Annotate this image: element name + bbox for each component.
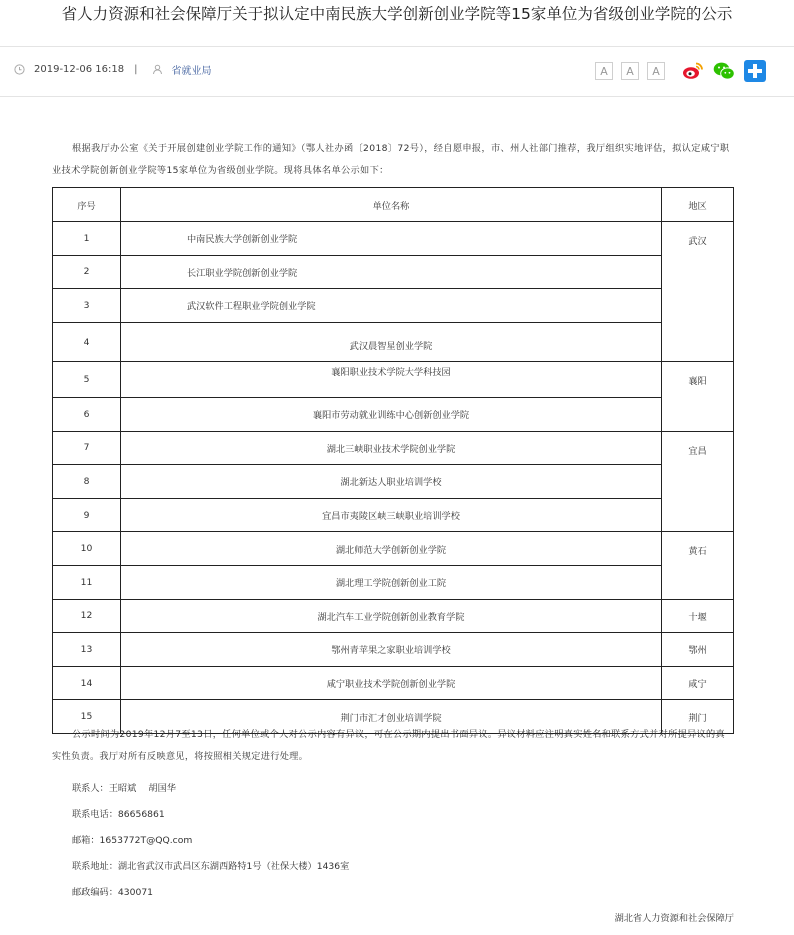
- wechat-icon[interactable]: [713, 60, 735, 82]
- contact-address: 联系地址：湖北省武汉市武昌区东湖西路特1号（社保大楼）1436室: [72, 861, 350, 872]
- source-link[interactable]: 省就业局: [171, 66, 212, 77]
- region-cell: 荆门: [662, 700, 734, 734]
- table-header-row: [53, 188, 734, 222]
- row-name: 中南民族大学创新创业学院: [121, 222, 662, 256]
- row-name: 长江职业学院创新创业学院: [121, 255, 662, 289]
- table-row: [53, 322, 734, 362]
- row-name: 襄阳市劳动就业训练中心创新创业学院: [121, 397, 662, 431]
- contact-postcode: 邮政编码：430071: [72, 887, 154, 898]
- region-cell: 鄂州: [662, 633, 734, 667]
- table-row: [53, 599, 734, 633]
- font-size-small-button[interactable]: A: [647, 62, 665, 80]
- row-index: 9: [53, 498, 121, 532]
- table-row: [53, 666, 734, 700]
- row-index: 1: [53, 222, 121, 256]
- contact-phone: 联系电话：86656861: [72, 809, 165, 820]
- contact-email: 邮箱：1653772T@QQ.com: [72, 835, 193, 846]
- header-name: 单位名称: [121, 188, 662, 222]
- article-meta: [14, 62, 212, 77]
- contact-person: 联系人：王昭斌 胡国华: [72, 783, 176, 794]
- meta-bar: [0, 46, 794, 97]
- row-index: 11: [53, 565, 121, 599]
- row-name: 荆门市汇才创业培训学院: [121, 700, 662, 734]
- intro-paragraph: 根据我厅办公室《关于开展创建创业学院工作的通知》（鄂人社办函〔2018〕72号），经自愿申报，市、州人社部门推荐，我厅组织实地评估，拟认定咸宁职业技术学院创新创业学院等15家单位为省级创业学院。现将具体名单公示如下：: [52, 143, 730, 176]
- row-index: 10: [53, 532, 121, 566]
- more-share-icon[interactable]: [744, 60, 766, 82]
- region-cell: 武汉: [662, 222, 734, 362]
- row-index: 2: [53, 255, 121, 289]
- row-name: 湖北理工学院创新创业工院: [121, 565, 662, 599]
- row-name: 宜昌市夷陵区峡三峡职业培训学校: [121, 498, 662, 532]
- row-index: 13: [53, 633, 121, 667]
- row-index: 8: [53, 465, 121, 499]
- row-name: 襄阳职业技术学院大学科技园: [121, 362, 662, 398]
- meta-separator: |: [134, 64, 138, 75]
- row-index: 4: [53, 322, 121, 362]
- table-row: [53, 431, 734, 465]
- row-name: 鄂州青苹果之家职业培训学校: [121, 633, 662, 667]
- institution-table: [52, 187, 734, 734]
- clock-icon: [14, 64, 25, 75]
- row-index: 3: [53, 289, 121, 323]
- region-cell: 襄阳: [662, 362, 734, 431]
- article-tools: [595, 60, 766, 82]
- table-row: [53, 222, 734, 256]
- row-name: 武汉软件工程职业学院创业学院: [121, 289, 662, 323]
- font-size-medium-button[interactable]: A: [621, 62, 639, 80]
- row-name: 咸宁职业技术学院创新创业学院: [121, 666, 662, 700]
- issuer-signature: 湖北省人力资源和社会保障厅: [614, 913, 734, 924]
- region-cell: 黄石: [662, 532, 734, 599]
- header-index: 序号: [53, 188, 121, 222]
- author-icon: [152, 64, 163, 75]
- row-index: 5: [53, 362, 121, 398]
- row-index: 15: [53, 700, 121, 734]
- row-name: 湖北三峡职业技术学院创业学院: [121, 431, 662, 465]
- table-row: [53, 498, 734, 532]
- row-name: 湖北新达人职业培训学校: [121, 465, 662, 499]
- row-name: 湖北师范大学创新创业学院: [121, 532, 662, 566]
- header-region: 地区: [662, 188, 734, 222]
- row-name: 湖北汽车工业学院创新创业教育学院: [121, 599, 662, 633]
- table-row: [53, 397, 734, 431]
- row-index: 14: [53, 666, 121, 700]
- row-index: 6: [53, 397, 121, 431]
- table-row: [53, 565, 734, 599]
- row-name: 武汉晨智星创业学院: [121, 322, 662, 362]
- table-row: [53, 362, 734, 398]
- region-cell: 宜昌: [662, 431, 734, 532]
- table-row: [53, 255, 734, 289]
- table-row: [53, 289, 734, 323]
- notice-paragraph: 公示时间为2019年12月7至13日，任何单位或个人对公示内容有异议，可在公示期内提出书面异议。异议材料应注明真实姓名和联系方式并对所提异议的真实性负责。我厅对所有反映意见，将按照相关规定进行处理。: [52, 729, 726, 762]
- publish-datetime: 2019-12-06 16:18: [34, 64, 125, 75]
- table-row: [53, 532, 734, 566]
- region-cell: 十堰: [662, 599, 734, 633]
- page-title: 省人力资源和社会保障厅关于拟认定中南民族大学创新创业学院等15家单位为省级创业学院的公示: [0, 0, 794, 47]
- table-row: [53, 465, 734, 499]
- region-cell: 咸宁: [662, 666, 734, 700]
- font-size-large-button[interactable]: A: [595, 62, 613, 80]
- row-index: 7: [53, 431, 121, 465]
- row-index: 12: [53, 599, 121, 633]
- table-row: [53, 633, 734, 667]
- weibo-icon[interactable]: [682, 60, 704, 82]
